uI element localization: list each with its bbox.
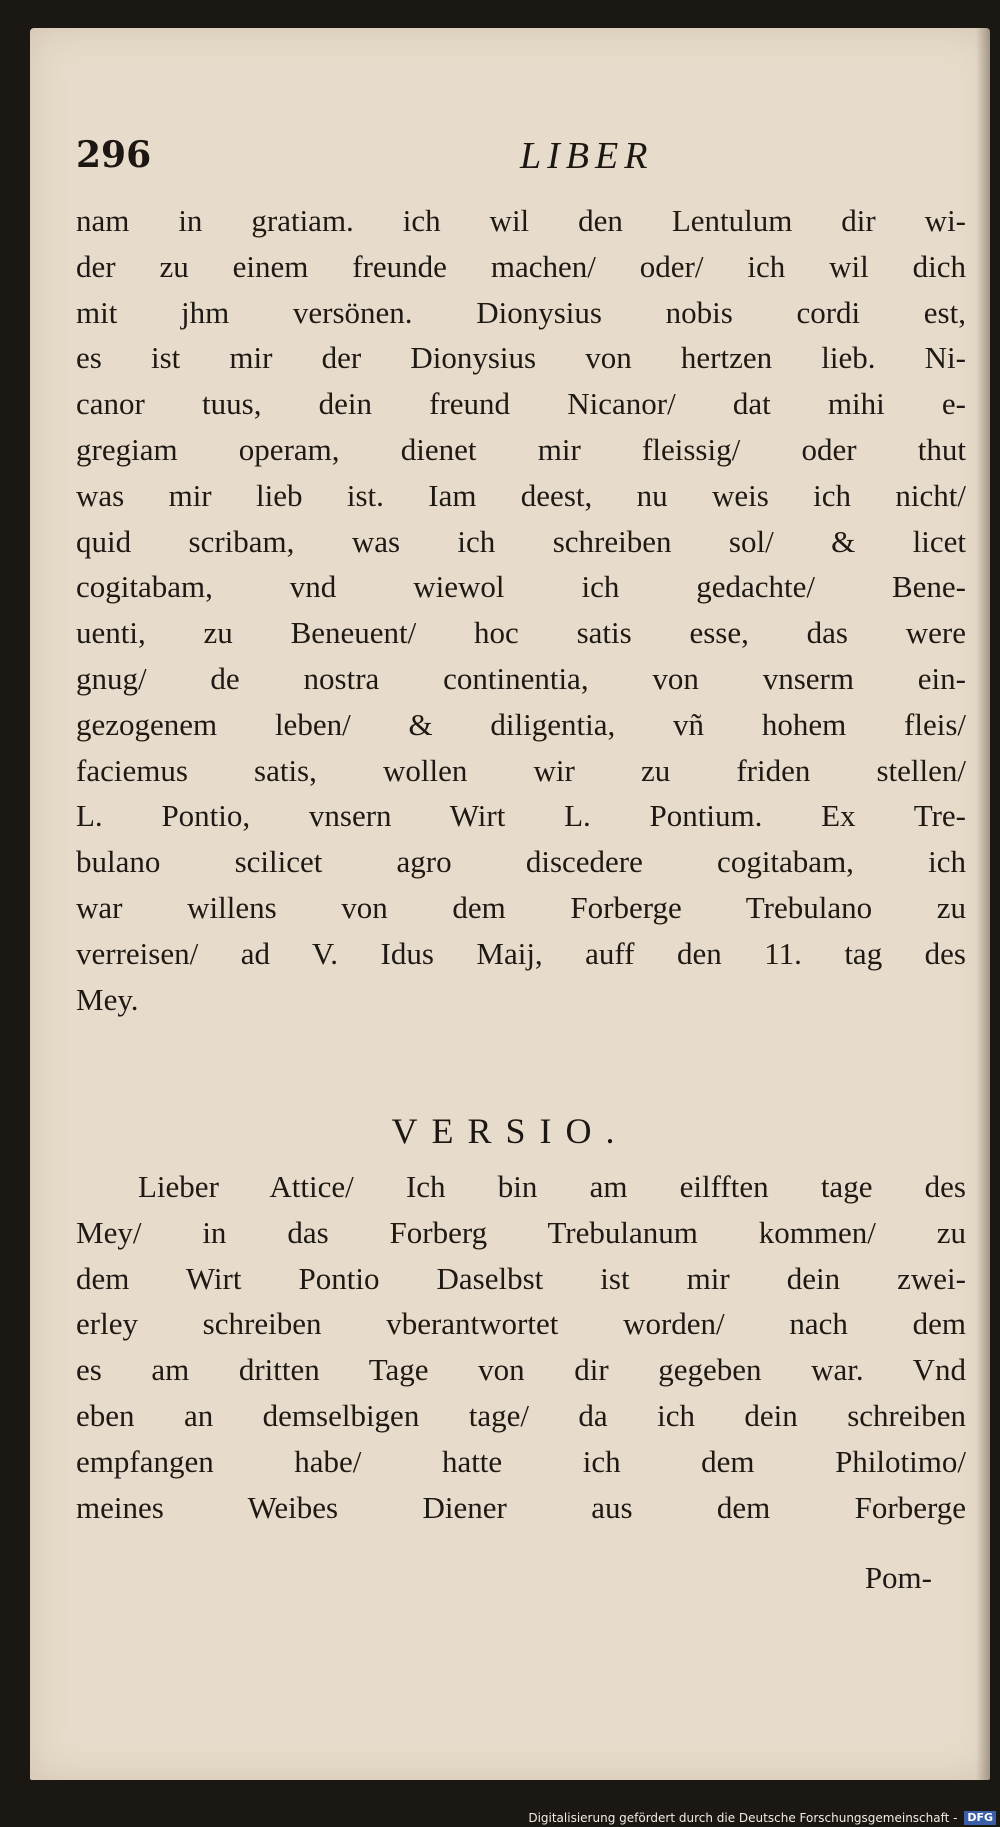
text-line: quid scribam, was ich schreiben sol/ & licet — [76, 523, 966, 559]
versio-line: dem Wirt Pontio Daselbst ist mir dein zwei- — [76, 1260, 966, 1296]
page-edge-shadow — [976, 28, 990, 1780]
versio-line: Mey/ in das Forberg Trebulanum kommen/ zu — [76, 1214, 966, 1250]
text-line: uenti, zu Beneuent/ hoc satis esse, das were — [76, 615, 966, 651]
text-line: der zu einem freunde machen/ oder/ ich wil dich — [76, 248, 966, 284]
versio-line: Lieber Attice/ Ich bin am eilfften tage des — [138, 1169, 966, 1204]
versio-line: empfangen habe/ hatte ich dem Philotimo/ — [76, 1443, 966, 1479]
main-text-block — [76, 198, 966, 1022]
text-line: es ist mir der Dionysius von hertzen lieb. Ni- — [76, 340, 966, 376]
text-line: cogitabam, vnd wiewol ich gedachte/ Bene- — [76, 569, 966, 605]
page-header — [30, 128, 990, 188]
digitization-credit — [528, 1811, 996, 1826]
text-line: canor tuus, dein freund Nicanor/ dat mihi e- — [76, 386, 966, 422]
versio-line: erley schreiben vberantwortet worden/ nach dem — [76, 1306, 966, 1342]
text-line: bulano scilicet agro discedere cogitabam, ich — [76, 844, 966, 880]
text-line: L. Pontio, vnsern Wirt L. Pontium. Ex Tre- — [76, 798, 966, 834]
versio-line: es am dritten Tage von dir gegeben war. Vnd — [76, 1352, 966, 1388]
catchword: Pom- — [864, 1560, 932, 1595]
text-line: war willens von dem Forberge Trebulano zu — [76, 889, 966, 925]
text-line: mit jhm versönen. Dionysius nobis cordi est, — [76, 294, 966, 330]
text-line: Mey. — [76, 981, 139, 1017]
text-line: faciemus satis, wollen wir zu friden stellen/ — [76, 752, 966, 788]
text-line: gregiam operam, dienet mir fleissig/ oder thut — [76, 431, 966, 467]
versio-text-block — [76, 1164, 966, 1530]
text-line: was mir lieb ist. Iam deest, nu weis ich nicht/ — [76, 477, 966, 513]
page-number: 296 — [76, 134, 152, 176]
versio-line: meines Weibes Diener aus dem Forberge — [76, 1489, 966, 1525]
text-line: gnug/ de nostra continentia, von vnserm ein- — [76, 660, 966, 696]
text-line: verreisen/ ad V. Idus Maij, auff den 11. tag des — [76, 935, 966, 971]
book-page — [30, 28, 990, 1780]
dfg-logo: DFG — [964, 1811, 996, 1825]
running-head: LIBER — [520, 135, 654, 177]
versio-line: eben an demselbigen tage/ da ich dein schreiben — [76, 1397, 966, 1433]
credit-text: Digitalisierung gefördert durch die Deutsche Forschungsgemeinschaft - — [528, 1810, 958, 1825]
text-line: nam in gratiam. ich wil den Lentulum dir wi- — [76, 203, 966, 238]
text-line: gezogenem leben/ & diligentia, vñ hohem fleis/ — [76, 706, 966, 742]
section-heading: VERSIO. — [391, 1111, 629, 1151]
